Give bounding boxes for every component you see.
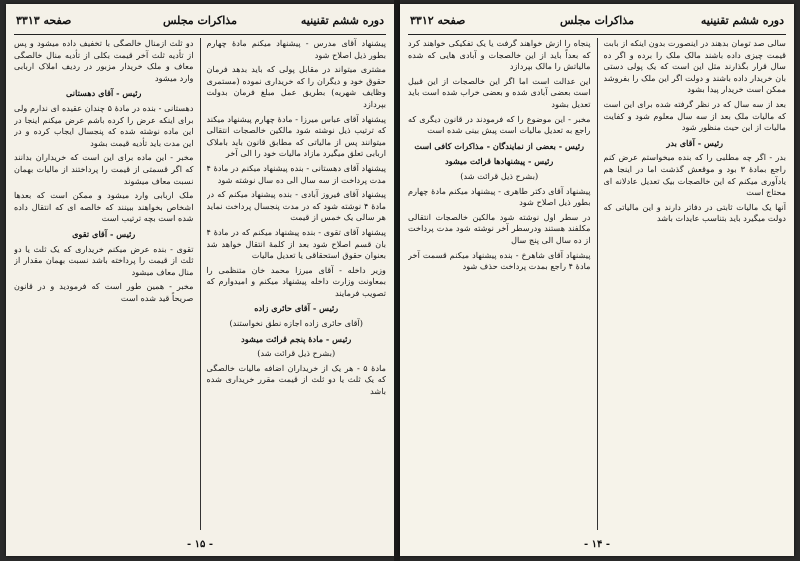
paragraph: این عدالت است اما اگر این خالصجات از این قبیل است بعضی آبادی شده و بعضی خراب شده است باید تعدیل بشود xyxy=(408,75,591,109)
speaker-heading: رئیس - پیشنهادها قرائت میشود xyxy=(445,156,554,167)
paragraph: ملک اربابی وارد میشود و ممکن است که بعدها اشخاص بخواهند ببینند که خالصه ای که انتقال داده شده است بچه ترتیب است xyxy=(14,190,194,224)
paragraph: پیشنهاد آقای مدرس - پیشنهاد میکنم مادهٔ چهارم بطور ذیل اصلاح شود xyxy=(206,38,386,60)
paragraph: در سطر اول نوشته شود مالکین خالصجات انتقالی مکلفند هستند ودرسطر آخر نوشته شود مدت پرداخت از ده سال الی پنج سال xyxy=(408,211,591,245)
paragraph: پیشنهاد آقای دهستانی - بنده پیشنهاد میکنم در مادهٔ ۴ مدت پرداخت از سه سال الی ده سال نوشته شود xyxy=(206,162,386,185)
right-page-columns xyxy=(408,38,786,530)
left-header-session: دوره ششم تقنینیه xyxy=(300,14,384,27)
centered-note: (آقای حائری زاده اجازه نطق نخواستند) xyxy=(229,318,363,329)
speaker-heading: رئیس - بعضی از نمایندگان - مذاکرات کافی است xyxy=(414,140,585,151)
left-page-right-column xyxy=(207,38,387,530)
right-header-session: دوره ششم تقنینیه xyxy=(700,14,784,27)
paragraph: تقوی - بنده عرض میکنم خریداری که یک ثلث یا دو ثلث از قیمت را پرداخته باشد نسبت بهمان مقدار از منال معاف میشود xyxy=(14,243,194,277)
left-page xyxy=(6,4,394,556)
paragraph: پیشنهاد آقای دکتر طاهری - پیشنهاد میکنم مادهٔ چهارم بطور ذیل اصلاح شود xyxy=(408,185,591,208)
right-header-page-label: صفحه ۳۳۱۲ xyxy=(410,14,466,27)
paragraph: مخبر - همین طور است که فرمودید و در قانون صریحاً قید شده است xyxy=(14,281,194,303)
left-page-number: - ۱۵ - xyxy=(186,539,213,550)
paragraph: پنجاه را ازش خواهند گرفت یا یک تفکیکی خواهند کرد که بعداً باید از این خالصجات و آبادی هایی که شده مالیاتش را مالک بپردازد xyxy=(408,38,591,72)
paragraph: پیشنهاد آقای عباس میرزا - مادهٔ چهارم پیشنهاد میکند که ترتیب ذیل نوشته شود مالکین خالصجات انتقالی میتوانند پس از مالیاتی که مطابق قانون باید باملاک اربابی تعلق میگیرد مازاد مالیات خود را الی آخر xyxy=(206,113,386,159)
right-header-title: مذاکرات مجلس xyxy=(560,14,634,27)
centered-note: (بشرح ذیل قرائت شد) xyxy=(460,170,539,181)
left-page-left-column xyxy=(14,38,194,530)
column-divider xyxy=(597,38,598,530)
column-divider xyxy=(200,38,201,530)
speaker-heading: رئیس - مادهٔ پنجم قرائت میشود xyxy=(241,333,352,344)
paragraph: دو ثلث ازمنال خالصگی با تخفیف داده میشود و پس از تأدیه ثلث آخر قیمت بکلی از تأدیه منال خالصگی معاف و ملک خریدار مزبور در ردیف املاک اربابی وارد میشود xyxy=(14,38,194,83)
left-page-columns xyxy=(14,38,386,530)
left-page-header xyxy=(14,10,386,35)
right-page-left-column xyxy=(408,38,591,530)
paragraph: پیشنهاد آقای فیروز آبادی - بنده پیشنهاد میکنم که در مادهٔ ۴ نوشته شود که در مدت پنجسال پرداخت نماید هر سالی یک خمس از قیمت xyxy=(206,189,386,223)
speaker-heading: رئیس - آقای تقوی xyxy=(72,228,136,239)
paragraph: پیشنهاد آقای تقوی - بنده پیشنهاد میکنم که در مادهٔ ۴ بان قسم اصلاح شود بعد از کلمهٔ انتقال خواهد شد بعنوان حقوق استحقاقی یا تعدیل مالیات xyxy=(206,226,386,261)
right-page-header xyxy=(408,10,786,35)
centered-note: (بشرح ذیل قرائت شد) xyxy=(257,348,336,359)
paragraph: وزیر داخله - آقای میرزا محمد خان متنظمی را بمعاونت وزارت داخله پیشنهاد میکنم و امیدوارم که تصویب فرمایند xyxy=(206,264,386,298)
right-page-number: - ۱۴ - xyxy=(583,539,610,550)
right-page-right-column xyxy=(604,38,787,530)
left-header-title: مذاکرات مجلس xyxy=(163,14,237,27)
paragraph: مادهٔ ۵ - هر یک از خریداران اضافه مالیات خالصگی که یک ثلث یا دو ثلث از قیمت مقرر خریداری شده باشد xyxy=(206,362,386,397)
paragraph: مشتری میتواند در مقابل پولی که باید بدهد فرمان حقوق خود و دیگران را که خریداری نموده (مستمری وظایف شهریه) بطریق عمل مبلغ فرمان بدولت بپردازد xyxy=(206,64,386,109)
speaker-heading: رئیس - آقای بدر xyxy=(666,137,724,148)
paragraph: پیشنهاد آقای شاهرخ - بنده پیشنهاد میکنم قسمت آخر مادهٔ ۴ راجع بمدت پرداخت حذف شود xyxy=(408,249,591,272)
speaker-heading: رئیس - آقای حائری زاده xyxy=(254,303,339,314)
paragraph: آنها یک مالیات ثابتی در دفاتر دارند و این مالیاتی که دولت میگیرد باید بتناسب عایدات باشد xyxy=(603,201,786,224)
speaker-heading: رئیس - آقای دهستانی xyxy=(65,88,142,99)
paragraph: دهستانی - بنده در مادهٔ ۵ چندان عقیده ای ندارم ولی برای اینکه عرض را کرده باشم عرض میکنم اینجا در این ماده نوشته شده که پنجسال ایجاب کرده و در این مدت باید تأدیه قیمت بشود xyxy=(14,102,194,148)
paragraph: مخبر - این ماده برای این است که خریداران بدانند که اگر قسمتی از قیمت را پرداختند از مالیات بهمان نسبت معاف میشوند xyxy=(14,152,194,186)
right-page xyxy=(400,4,794,556)
paragraph: سالی صد تومان بدهند در اینصورت بدون اینکه از بابت قیمت چیزی داده باشند مالک ملک را برده و اگر ده سال قرار بگذارند مثل این است که یک پولی دستی بان خریدار داده باشند و دولت اگر این ملک را بفروشد ممکن است خریدار پیدا بشود xyxy=(603,38,786,95)
paragraph: بدر - اگر چه مطلبی را که بنده میخواستم عرض کنم راجع بمادهٔ ۳ بود و موقعش گذشت اما در اینجا هم یادآوری میکنم که این خالصجات بیک تعدیل عادلانه ای محتاج است xyxy=(603,152,786,198)
paragraph: بعد از سه سال که در نظر گرفته شده برای این است که مالیات ملک بعد از سه سال معلوم شود و کفایت مالیات از این حیث منظور شود xyxy=(603,98,786,133)
paragraph: مخبر - این موضوع را که فرمودند در قانون دیگری که راجع به تعدیل مالیات است پیش بینی شده است xyxy=(408,113,591,136)
left-header-page-label: صفحه ۳۳۱۳ xyxy=(16,14,72,27)
